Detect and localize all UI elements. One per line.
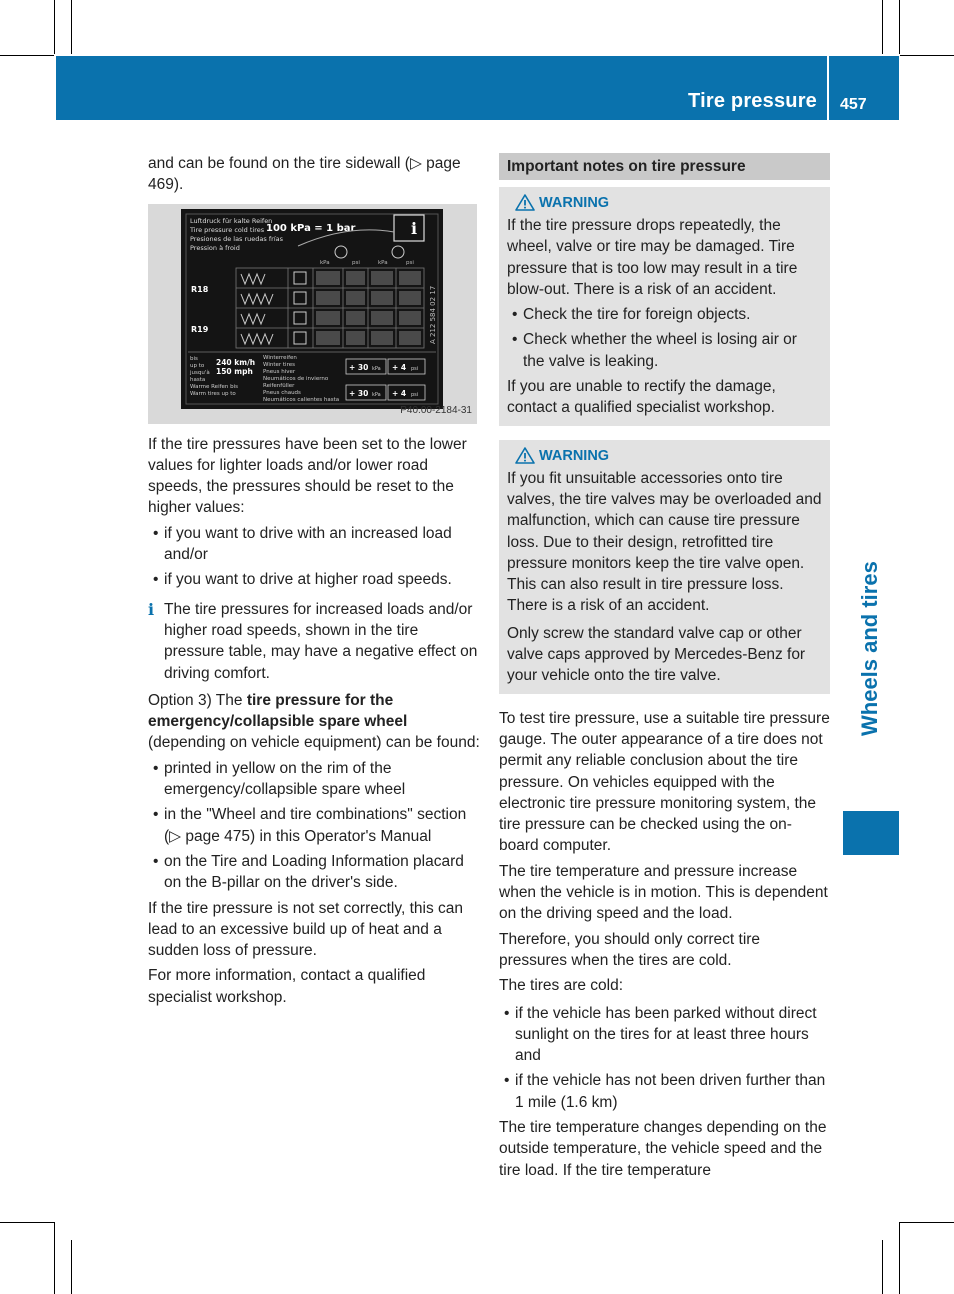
paragraph: If the tire pressures have been set to the lower values for lighter loads and/or lower road speeds, the pressures should be reset to the higher values: bbox=[148, 435, 467, 517]
placard-add-kpa: + 30 bbox=[349, 362, 369, 372]
placard-bottom-text: hasta bbox=[190, 376, 206, 383]
figure-caption: P40.00-2184-31 bbox=[400, 405, 472, 417]
paragraph: Therefore, you should only correct tire pressures when the tires are cold. bbox=[499, 930, 761, 969]
placard-col-unit: psi bbox=[352, 259, 360, 266]
list-item: • in the "Wheel and tire combinations" section (▷ page 475) in this Operator's Manual bbox=[148, 804, 480, 847]
placard-bottom-text: Warme Reifen bis bbox=[190, 383, 239, 390]
placard-label-line: Tire pressure cold tires bbox=[190, 225, 265, 234]
placard-bottom-text: up to bbox=[190, 362, 205, 369]
crop-mark bbox=[900, 55, 954, 56]
placard-add-kpa-unit: kPa bbox=[372, 365, 381, 372]
list-item: • Check whether the wheel is losing air or the valve is leaking. bbox=[507, 329, 822, 372]
warning-text: Only screw the standard valve cap or other valve caps approved by Mercedes-Benz for your vehicle onto the tire valve. bbox=[507, 624, 806, 685]
chapter-tab bbox=[843, 56, 899, 800]
paragraph: The tires are cold: bbox=[499, 977, 624, 995]
placard-add-kpa: + 30 bbox=[349, 388, 369, 398]
crop-mark bbox=[0, 1222, 54, 1223]
warning-text: If the tire pressure drops repeatedly, the wheel, valve or tire may be damaged. Tire pressure that is too low may result in a tire blow-out. There is a risk of an accident. bbox=[507, 217, 798, 298]
placard-label-line: Luftdruck für kalte Reifen bbox=[190, 216, 273, 225]
crop-mark bbox=[54, 0, 55, 54]
warning-title-text: WARNING bbox=[539, 195, 610, 211]
warning-icon bbox=[515, 194, 535, 211]
warning-box bbox=[499, 440, 830, 694]
crop-mark bbox=[899, 1222, 900, 1294]
placard-part-number: A 212 584 02 17 bbox=[429, 285, 437, 344]
option3-prefix: Option 3) The bbox=[148, 691, 247, 709]
warning-title bbox=[507, 191, 822, 215]
placard-col-unit: psi bbox=[406, 259, 414, 266]
placard-unit-note: 100 kPa = 1 bar bbox=[266, 222, 356, 234]
right-column bbox=[499, 153, 830, 1185]
crop-mark bbox=[899, 0, 900, 54]
list-item: • if the vehicle has been parked without direct sunlight on the tires for at least three hours and bbox=[499, 1003, 830, 1067]
placard-bottom-text: jusqu'à bbox=[190, 369, 210, 376]
chapter-tab-marker bbox=[843, 811, 899, 855]
info-icon: i bbox=[148, 599, 155, 619]
crop-mark bbox=[71, 1240, 72, 1294]
list-item: • Check the tire for foreign objects. bbox=[507, 304, 822, 325]
placard-label-line: Pression à froid bbox=[190, 243, 240, 252]
warning-icon bbox=[515, 447, 535, 464]
list-item: • if you want to drive at higher road speeds. bbox=[148, 569, 480, 590]
page-header bbox=[56, 56, 899, 120]
list-item: • on the Tire and Loading Information placard on the B-pillar on the driver's side. bbox=[148, 851, 480, 894]
tire-pressure-placard-image bbox=[148, 204, 477, 424]
paragraph: For more information, contact a qualified specialist workshop. bbox=[148, 967, 426, 1006]
placard-drawing bbox=[148, 204, 477, 424]
paragraph: If the tire pressure is not set correctly, this can lead to an excessive build up of heat and a sudden loss of pressure. bbox=[148, 899, 464, 960]
placard-season-text: Pneus chauds bbox=[263, 389, 301, 396]
warning-title bbox=[507, 444, 822, 468]
list-item: • printed in yellow on the rim of the emergency/collapsible spare wheel bbox=[148, 758, 480, 801]
option3-paragraph bbox=[148, 690, 480, 754]
placard-season-text: Pneus hiver bbox=[263, 368, 296, 375]
placard-col-unit: kPa bbox=[320, 259, 330, 266]
placard-season-text: Reifenfüller bbox=[263, 382, 295, 389]
paragraph: The tire temperature changes depending on the outside temperature, the vehicle speed and the tire load. If the tire temperature bbox=[499, 1118, 827, 1179]
placard-season-text: Neumáticos calientes hasta bbox=[263, 396, 340, 403]
placard-info-icon: i bbox=[411, 218, 418, 238]
placard-add-psi-unit: psi bbox=[411, 365, 419, 372]
section-title: Tire pressure bbox=[688, 90, 817, 112]
placard-speed-mph: 150 mph bbox=[216, 366, 253, 376]
placard-add-psi: + 4 bbox=[392, 362, 407, 372]
placard-label-line: Presiones de las ruedas frías bbox=[190, 234, 283, 243]
placard-add-kpa-unit: kPa bbox=[372, 391, 381, 398]
placard-add-psi-unit: psi bbox=[411, 391, 419, 398]
placard-add-psi: + 4 bbox=[392, 388, 407, 398]
placard-speed: 240 km/h bbox=[216, 357, 256, 367]
info-note-text: The tire pressures for increased loads and/or higher road speeds, shown in the tire pressure table, may have a negative effect on driving comfort. bbox=[164, 600, 478, 682]
placard-row-label: R19 bbox=[191, 324, 209, 334]
section-heading: Important notes on tire pressure bbox=[499, 153, 830, 180]
warning-title-text: WARNING bbox=[539, 447, 610, 464]
placard-row-label: R18 bbox=[191, 284, 209, 294]
crop-mark bbox=[882, 1240, 883, 1294]
crop-mark bbox=[54, 1222, 55, 1294]
header-divider bbox=[827, 56, 829, 120]
list-item: • if the vehicle has not been driven further than 1 mile (1.6 km) bbox=[499, 1070, 830, 1113]
paragraph: The tire temperature and pressure increase when the vehicle is in motion. This is dependent on the driving speed and the load. bbox=[499, 862, 828, 923]
crop-mark bbox=[71, 0, 72, 54]
left-column bbox=[148, 153, 480, 1012]
placard-season-text: Winter tires bbox=[263, 361, 295, 368]
warning-text: If you fit unsuitable accessories onto tire valves, the tire valves may be overloaded and malfunction, which can cause tire pressure loss. Due to their design, retrofitted tire pressure monitors keep the tire valve open. This can also result in tire pressure loss. There is a risk of an accident. bbox=[507, 469, 822, 615]
page-number: 457 bbox=[840, 96, 867, 113]
crop-mark bbox=[882, 0, 883, 54]
option3-suffix: (depending on vehicle equipment) can be found: bbox=[148, 734, 480, 752]
paragraph: To test tire pressure, use a suitable tire pressure gauge. The outer appearance of a tire does not permit any reliable conclusion about the tire pressure. On vehicles equipped with the electronic tire pressure monitoring system, the tire pressure can be checked using the on-board computer. bbox=[499, 709, 830, 855]
crop-mark bbox=[0, 55, 54, 56]
warning-text: If you are unable to rectify the damage, contact a qualified specialist workshop. bbox=[507, 378, 776, 417]
info-note bbox=[148, 599, 480, 684]
option3-bold: tire pressure for the emergency/collapsible spare wheel bbox=[148, 691, 408, 731]
placard-season-text: Neumáticos de invierno bbox=[263, 375, 329, 382]
placard-bottom-text: bis bbox=[190, 355, 198, 362]
crop-mark bbox=[900, 1222, 954, 1223]
placard-season-text: Winterreifen bbox=[263, 354, 297, 361]
warning-box bbox=[499, 187, 830, 426]
intro-text: and can be found on the tire sidewall (▷ page 469). bbox=[148, 155, 461, 194]
placard-bottom-text: Warm tires up to bbox=[190, 390, 236, 397]
list-item: • if you want to drive with an increased load and/or bbox=[148, 523, 480, 566]
placard-col-unit: kPa bbox=[378, 259, 388, 266]
chapter-tab-label: Wheels and tires bbox=[857, 561, 882, 736]
